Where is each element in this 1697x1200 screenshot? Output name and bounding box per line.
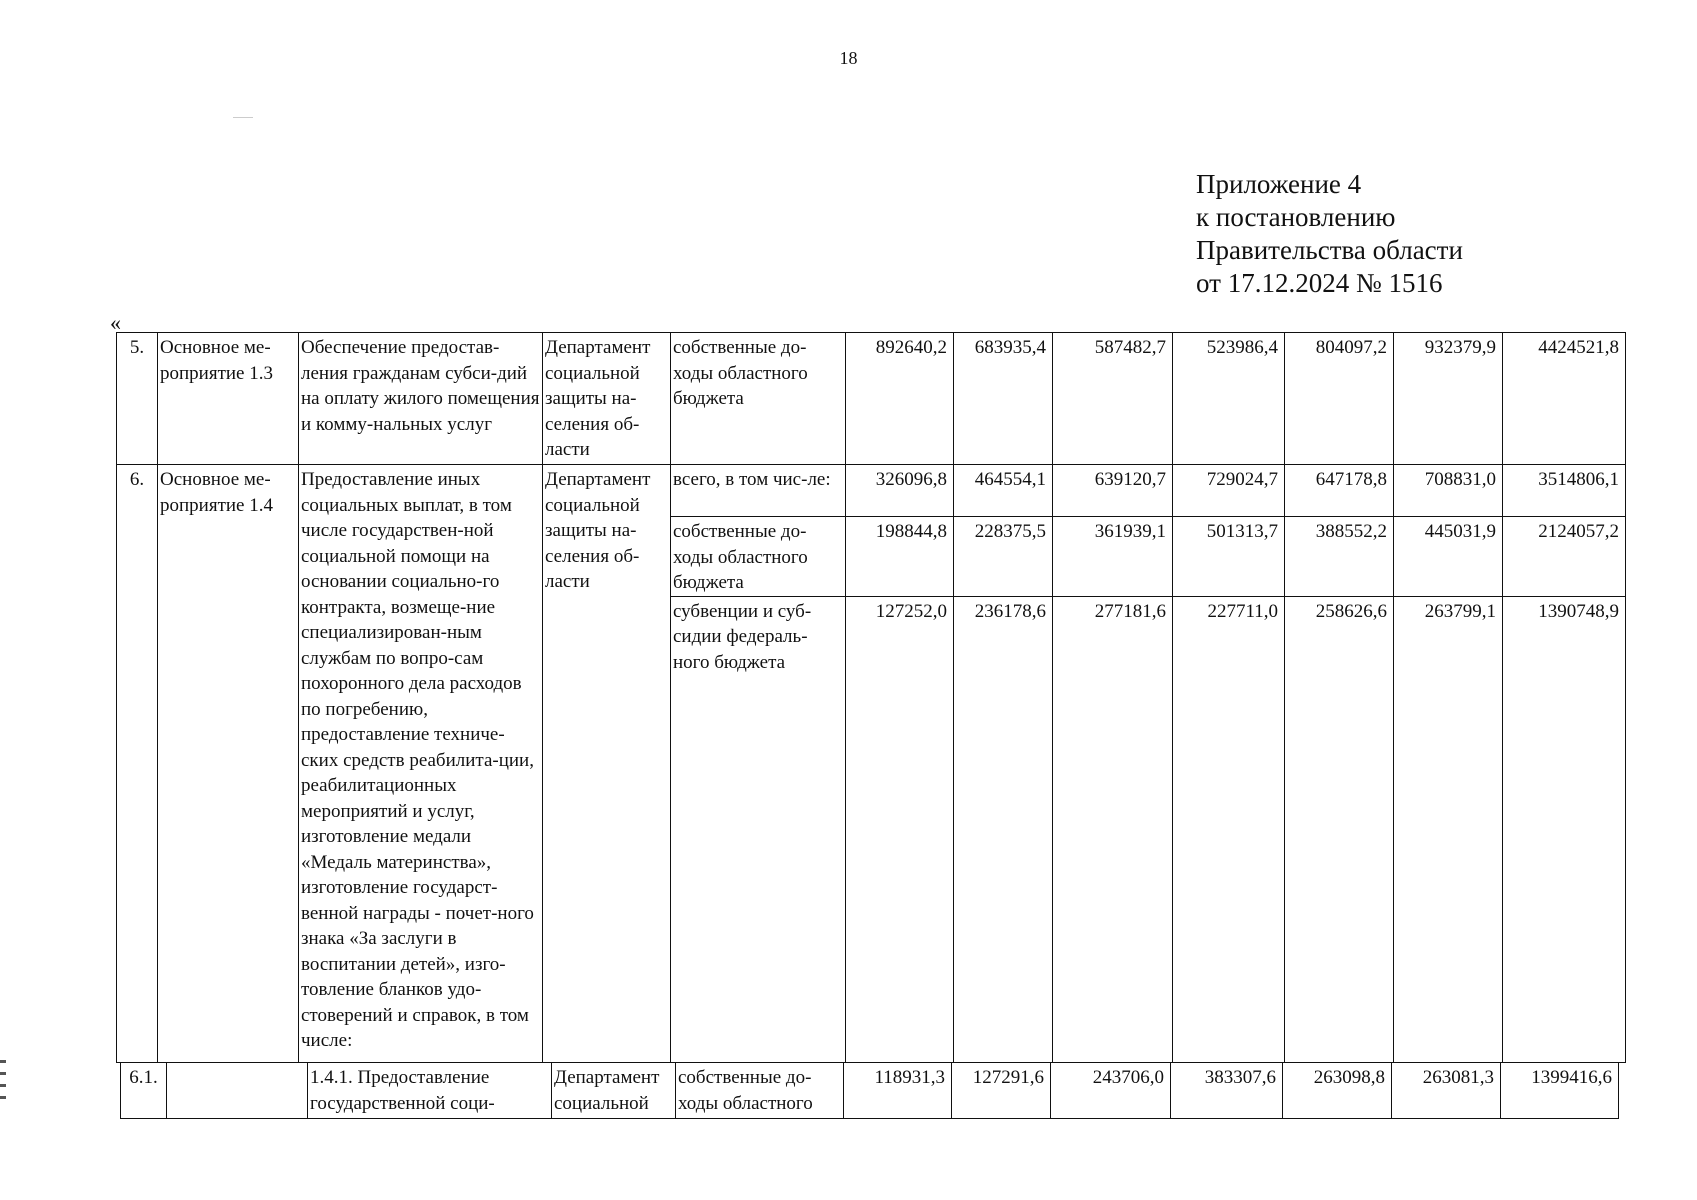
row-number: 6.1. xyxy=(121,1063,167,1119)
value-cell: 263799,1 xyxy=(1394,596,1503,1062)
value-cell: 1399416,6 xyxy=(1501,1063,1619,1119)
value-cell: 932379,9 xyxy=(1394,333,1503,465)
value-cell: 127252,0 xyxy=(846,596,954,1062)
value-cell: 708831,0 xyxy=(1394,465,1503,517)
table-row-6 xyxy=(117,465,1626,517)
table-row-6-1 xyxy=(121,1063,1619,1119)
funding-source: собственные до-ходы областного xyxy=(676,1063,844,1119)
value-cell: 277181,6 xyxy=(1053,596,1173,1062)
scan-edge-mark xyxy=(0,1060,6,1063)
executor: Департамент социальной xyxy=(552,1063,676,1119)
event-description: 1.4.1. Предоставление государственной соци- xyxy=(308,1063,552,1119)
value-cell: 198844,8 xyxy=(846,517,954,597)
page-number: 18 xyxy=(839,48,858,68)
value-cell: 523986,4 xyxy=(1173,333,1285,465)
event-name: Основное ме-роприятие 1.3 xyxy=(158,333,299,465)
value-cell: 326096,8 xyxy=(846,465,954,517)
value-cell: 587482,7 xyxy=(1053,333,1173,465)
value-cell: 361939,1 xyxy=(1053,517,1173,597)
value-cell: 1390748,9 xyxy=(1503,596,1626,1062)
row-number: 6. xyxy=(117,465,158,1063)
value-cell: 2124057,2 xyxy=(1503,517,1626,597)
funding-source: собственные до-ходы областного бюджета xyxy=(671,517,846,597)
funding-source: субвенции и суб-сидии федераль-ного бюджета xyxy=(671,596,846,1062)
event-name xyxy=(167,1063,308,1119)
value-cell: 388552,2 xyxy=(1285,517,1394,597)
value-cell: 4424521,8 xyxy=(1503,333,1626,465)
appendix-line-4: от 17.12.2024 № 1516 xyxy=(1196,268,1443,298)
value-cell: 258626,6 xyxy=(1285,596,1394,1062)
value-cell: 236178,6 xyxy=(954,596,1053,1062)
scan-artifact xyxy=(233,117,253,118)
executor: Департамент социальной защиты на-селения об-ласти xyxy=(543,333,671,465)
row-number: 5. xyxy=(117,333,158,465)
program-schedule-table xyxy=(116,332,1626,1063)
appendix-line-2: к постановлению xyxy=(1196,202,1396,232)
event-name: Основное ме-роприятие 1.4 xyxy=(158,465,299,1063)
value-cell: 3514806,1 xyxy=(1503,465,1626,517)
event-description: Обеспечение предостав-ления гражданам субси-дий на оплату жилого помещения и комму-нальных услуг xyxy=(299,333,543,465)
value-cell: 639120,7 xyxy=(1053,465,1173,517)
value-cell: 892640,2 xyxy=(846,333,954,465)
scan-edge-mark xyxy=(0,1096,6,1099)
value-cell: 729024,7 xyxy=(1173,465,1285,517)
value-cell: 683935,4 xyxy=(954,333,1053,465)
opening-quote: « xyxy=(110,310,121,335)
value-cell: 118931,3 xyxy=(844,1063,952,1119)
value-cell: 127291,6 xyxy=(952,1063,1051,1119)
appendix-header xyxy=(1196,168,1463,300)
value-cell: 445031,9 xyxy=(1394,517,1503,597)
value-cell: 464554,1 xyxy=(954,465,1053,517)
program-schedule-table-continued xyxy=(120,1062,1619,1119)
value-cell: 227711,0 xyxy=(1173,596,1285,1062)
funding-source: собственные до-ходы областного бюджета xyxy=(671,333,846,465)
value-cell: 243706,0 xyxy=(1051,1063,1171,1119)
event-description: Предоставление иных социальных выплат, в том числе государствен-ной социальной помощи на основании социально-го контракта, возмеще-ние специализирован-ным службам по вопро-сам похоронного дела расходов по погребению, предоставление техниче-ских средств реабилита-ции, реабилитационных мероприятий и услуг, изготовление медали «Медаль материнства», изготовление государст-венной награды - почет-ного знака «За заслуги в воспитании детей», изго-товление бланков удо-стоверений и справок, в том числе: xyxy=(299,465,543,1063)
funding-source: всего, в том чис-ле: xyxy=(671,465,846,517)
value-cell: 501313,7 xyxy=(1173,517,1285,597)
value-cell: 263098,8 xyxy=(1283,1063,1392,1119)
value-cell: 383307,6 xyxy=(1171,1063,1283,1119)
appendix-line-1: Приложение 4 xyxy=(1196,169,1362,199)
executor: Департамент социальной защиты на-селения об-ласти xyxy=(543,465,671,1063)
table-row-5 xyxy=(117,333,1626,465)
scan-edge-mark xyxy=(0,1084,6,1087)
scan-edge-mark xyxy=(0,1072,6,1075)
value-cell: 228375,5 xyxy=(954,517,1053,597)
value-cell: 647178,8 xyxy=(1285,465,1394,517)
value-cell: 804097,2 xyxy=(1285,333,1394,465)
value-cell: 263081,3 xyxy=(1392,1063,1501,1119)
appendix-line-3: Правительства области xyxy=(1196,235,1463,265)
